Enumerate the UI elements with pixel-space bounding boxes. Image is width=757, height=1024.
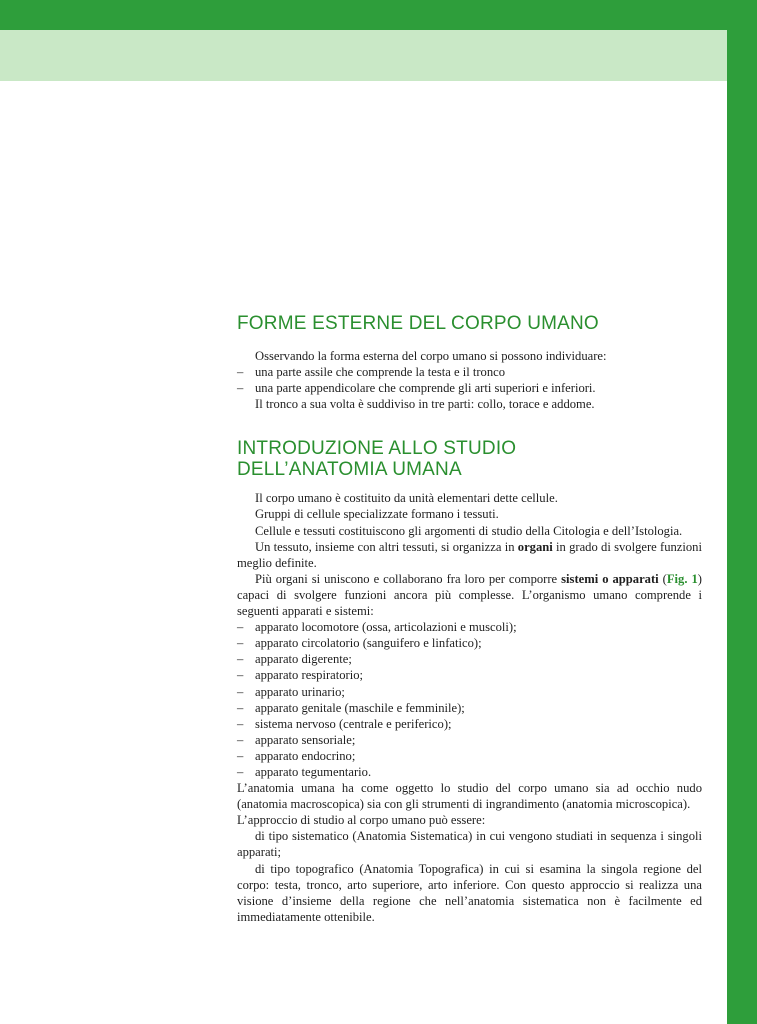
paragraph: di tipo topografico (Anatomia Topografica) in cui si esamina la singola regione del corpo: testa, tronco, arto superiore, arto inferiore. Con questo approccio si realizza una visione d’insieme della regione che nell’anatomia sistematica non è facilmente ed immediatamente ottenibile. (237, 861, 702, 924)
text-run: ( (658, 571, 667, 586)
list-item: – apparato digerente; (237, 651, 702, 667)
paragraph: L’approccio di studio al corpo umano può essere: (237, 813, 486, 828)
list-item: – apparato locomotore (ossa, articolazioni e muscoli); (237, 619, 702, 635)
section-title-introduzione (237, 438, 702, 480)
paragraph: Gruppi di cellule specializzate formano i tessuti. (255, 507, 499, 522)
paragraph: Il corpo umano è costituito da unità elementari dette cellule. (255, 491, 558, 506)
page-content (237, 312, 702, 925)
keyword-organi: organi (517, 539, 553, 554)
section-body-introduzione (237, 490, 702, 925)
text-run: ) capaci di svolgere funzioni ancora più complesse. L’organismo umano comprende i seguenti apparati e sistemi: (237, 571, 702, 619)
header-band (0, 30, 727, 81)
section-body-forme-esterne (237, 348, 702, 412)
figure-reference[interactable]: Fig. 1 (666, 571, 698, 586)
list-item: – apparato urinario; (237, 684, 702, 700)
list-item: – una parte appendicolare che comprende gli arti superiori e inferiori. (237, 380, 702, 396)
title-line: INTRODUZIONE ALLO STUDIO (237, 438, 517, 460)
paragraph: Osservando la forma esterna del corpo umano si possono individuare: (255, 349, 607, 363)
list-item: – sistema nervoso (centrale e periferico); (237, 716, 702, 732)
list-item: – apparato sensoriale; (237, 732, 702, 748)
side-color-bar (727, 0, 757, 1024)
paragraph: Il tronco a sua volta è suddiviso in tre parti: collo, torace e addome. (255, 397, 595, 412)
paragraph (237, 539, 702, 571)
paragraph: Cellule e tessuti costituiscono gli argomenti di studio della Citologia e dell’Istologia. (255, 523, 683, 538)
list-item: – apparato respiratorio; (237, 667, 702, 683)
list-item: – apparato genitale (maschile e femminile); (237, 700, 702, 716)
list-item: – apparato circolatorio (sanguifero e linfatico); (237, 635, 702, 651)
paragraph (237, 571, 702, 619)
title-line: DELL’ANATOMIA UMANA (237, 459, 462, 481)
text-run: Un tessuto, insieme con altri tessuti, si organizza in (255, 539, 518, 554)
section-title-forme-esterne: FORME ESTERNE DEL CORPO UMANO (237, 313, 599, 334)
paragraph: di tipo sistematico (Anatomia Sistematica) in cui vengono studiati in sequenza i singoli apparati; (237, 829, 702, 860)
list-item: – una parte assile che comprende la testa e il tronco (237, 364, 702, 380)
list-item: – apparato tegumentario. (237, 764, 702, 780)
text-run: in grado di svolgere funzioni meglio definite. (237, 539, 702, 570)
list-item: – apparato endocrino; (237, 748, 702, 764)
keyword-sistemi-apparati: sistemi o apparati (561, 571, 659, 586)
paragraph: L’anatomia umana ha come oggetto lo studio del corpo umano sia ad occhio nudo (anatomia macroscopica) sia con gli strumenti di ingrandimento (anatomia microscopica). (237, 781, 702, 812)
text-run: Più organi si uniscono e collaborano fra loro per comporre (255, 571, 562, 586)
top-color-bar (0, 0, 757, 30)
